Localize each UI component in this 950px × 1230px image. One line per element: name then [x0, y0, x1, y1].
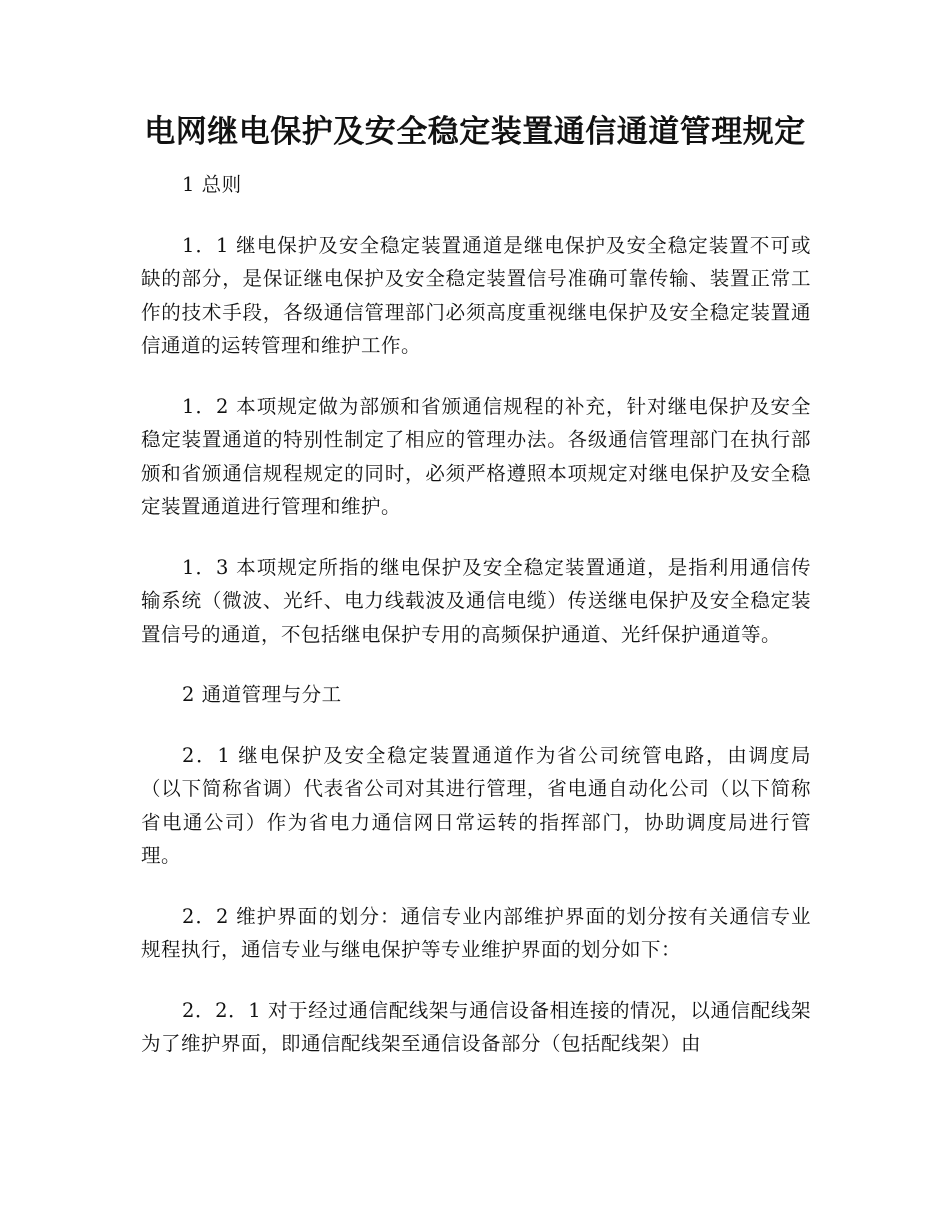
document-title: 电网继电保护及安全稳定装置通信通道管理规定 — [144, 114, 806, 150]
document-body — [141, 168, 811, 1088]
paragraph-2-1: 2．1 继电保护及安全稳定装置通道作为省公司统管电路，由调度局（以下简称省调）代表省公司对其进行管理，省电通自动化公司（以下简称省电通公司）作为省电力通信网日常运转的指挥部门，协助调度局进行管理。 — [141, 743, 811, 867]
paragraph-1-1: 1．1 继电保护及安全稳定装置通道是继电保护及安全稳定装置不可或缺的部分，是保证继电保护及安全稳定装置信号准确可靠传输、装置正常工作的技术手段，各级通信管理部门必须高度重视继电保护及安全稳定装置通信通道的运转管理和维护工作。 — [141, 233, 811, 357]
paragraph-2-2-1: 2．2．1 对于经过通信配线架与通信设备相连接的情况，以通信配线架为了维护界面，即通信配线架至通信设备部分（包括配线架）由 — [141, 998, 811, 1055]
section-heading-channel-management: 2 通道管理与分工 — [182, 683, 342, 706]
paragraph-1-3: 1．3 本项规定所指的继电保护及安全稳定装置通道，是指利用通信传输系统（微波、光纤、电力线载波及通信电缆）传送继电保护及安全稳定装置信号的通道，不包括继电保护专用的高频保护通道、光纤保护通道等。 — [141, 555, 811, 646]
paragraph-1-2: 1．2 本项规定做为部颁和省颁通信规程的补充，针对继电保护及安全稳定装置通道的特别性制定了相应的管理办法。各级通信管理部门在执行部颁和省颁通信规程规定的同时，必须严格遵照本项规定对继电保护及安全稳定装置通道进行管理和维护。 — [141, 394, 811, 518]
section-heading-general: 1 总则 — [182, 173, 242, 196]
paragraph-2-2: 2．2 维护界面的划分：通信专业内部维护界面的划分按有关通信专业规程执行，通信专业与继电保护等专业维护界面的划分如下： — [141, 904, 811, 961]
